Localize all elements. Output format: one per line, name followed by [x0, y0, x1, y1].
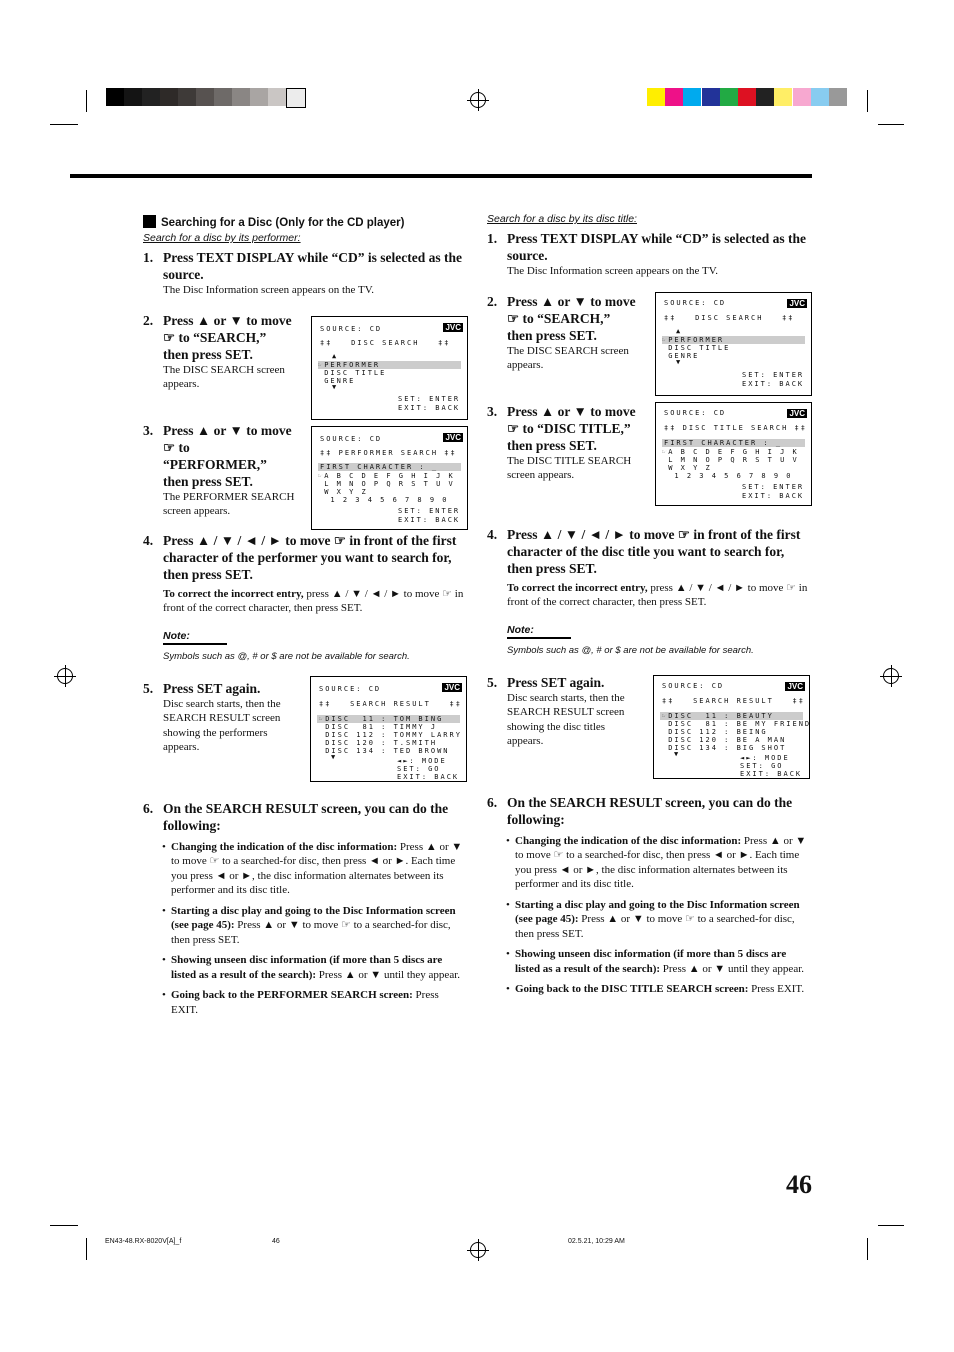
menu-line: ▼ [332, 383, 339, 391]
crop-mark [867, 1238, 868, 1260]
menu-line: GENRE [318, 377, 356, 385]
result-line: DISC 81 : TIMMY J [319, 723, 438, 731]
screen-source: SOURCE: CD [319, 685, 382, 693]
first-character-line: FIRST CHARACTER : _ [320, 463, 439, 471]
step-3: 3. Press ▲ or ▼ to move ☞ to “PERFORMER,” then press SET. [143, 422, 292, 489]
gray-swatch [142, 88, 160, 106]
char-grid-line: 1 2 3 4 5 6 7 8 9 0 [318, 496, 449, 504]
color-swatch [647, 88, 665, 106]
screen-source: SOURCE: CD [662, 682, 725, 690]
note-text: Symbols such as @, # or $ are not be available for search. [507, 644, 754, 656]
header-rule [70, 174, 812, 178]
color-swatch [829, 88, 847, 106]
first-character-line: FIRST CHARACTER : _ [664, 439, 783, 447]
page-number: 46 [786, 1170, 812, 1199]
crop-mark [867, 90, 868, 112]
char-grid-line: ☞A B C D E F G H I J K [662, 448, 799, 456]
step-3-note: The PERFORMER SEARCH screen appears. [163, 490, 295, 517]
screen-heading: ‡‡ DISC TITLE SEARCH ‡‡ [664, 424, 807, 432]
char-grid-line: W X Y Z [318, 488, 368, 496]
performer-subtitle: Search for a disc by its performer: [143, 232, 301, 244]
step-5-note: Disc search starts, then the SEARCH RESULT screen showing the disc titles appears. [507, 691, 625, 747]
bullet-item: • Going back to the DISC TITLE SEARCH screen: Press EXIT. [515, 982, 812, 997]
screen-go: SET: GO [397, 765, 441, 773]
result-line: DISC 134 : BIG SHOT [662, 744, 787, 752]
disc-search-screen [311, 316, 468, 420]
step-5: 5. Press SET again. [143, 680, 261, 696]
char-grid-line: L M N O P Q R S T U V [662, 456, 799, 464]
gray-swatch [214, 88, 232, 106]
screen-back: EXIT: BACK [742, 492, 805, 500]
color-swatch [756, 88, 774, 106]
char-grid-line: 1 2 3 4 5 6 7 8 9 0 [662, 472, 793, 480]
registration-mark [57, 668, 73, 684]
menu-line: DISC TITLE [662, 344, 731, 352]
jvc-logo: JVC [787, 682, 803, 691]
crop-mark [878, 124, 904, 125]
step-5-note: Disc search starts, then the SEARCH RESULT screen showing the performers appears. [163, 697, 281, 753]
screen-back: EXIT: BACK [398, 516, 461, 524]
step-2: 2. Press ▲ or ▼ to move ☞ to “SEARCH,” then press SET. [143, 312, 292, 362]
gray-swatch [286, 88, 306, 108]
char-grid-line: L M N O P Q R S T U V [318, 480, 455, 488]
step-4: 4. Press ▲ / ▼ / ◄ / ► to move ☞ in front of the first character of the disc title you want to search for, then press SET. [487, 526, 801, 576]
menu-line: ☞PERFORMER [662, 336, 725, 344]
footer-date: 02.5.21, 10:29 AM [568, 1238, 625, 1245]
step-1-note: The Disc Information screen appears on the TV. [163, 284, 374, 296]
bullet-item: • Going back to the PERFORMER SEARCH screen: Press EXIT. [171, 988, 468, 1017]
menu-line: ▲ [676, 327, 683, 335]
screen-enter: SET: ENTER [398, 395, 461, 403]
gray-swatch [250, 88, 268, 106]
step-4-note: To correct the incorrect entry, press ▲ / ▼ / ◄ / ► to move ☞ in front of the correct character, then press SET. [163, 587, 464, 614]
menu-line: ☞PERFORMER [318, 361, 381, 369]
crop-mark [86, 1238, 87, 1260]
note-heading: Note: [163, 630, 227, 645]
step-5: 5. Press SET again. [487, 674, 605, 690]
step-4: 4. Press ▲ / ▼ / ◄ / ► to move ☞ in front of the first character of the performer you want to search for, then press SET. [143, 532, 457, 582]
screen-back: EXIT: BACK [397, 773, 460, 781]
step-6: 6. On the SEARCH RESULT screen, you can do the following: [143, 800, 449, 833]
color-swatch [702, 88, 720, 106]
screen-back: EXIT: BACK [398, 404, 461, 412]
screen-mode: ◄►: MODE [397, 757, 447, 765]
disc-search-screen [655, 292, 812, 396]
color-swatch [683, 88, 701, 106]
jvc-logo: JVC [445, 323, 461, 332]
jvc-logo: JVC [445, 433, 461, 442]
screen-heading: ‡‡ DISC SEARCH ‡‡ [664, 314, 795, 322]
step-1-note: The Disc Information screen appears on the TV. [507, 265, 718, 277]
step-2-note: The DISC SEARCH screen appears. [163, 363, 285, 390]
gray-swatch [178, 88, 196, 106]
screen-heading: ‡‡ PERFORMER SEARCH ‡‡ [320, 449, 457, 457]
jvc-logo: JVC [789, 299, 805, 308]
scroll-down-icon: ▼ [331, 753, 338, 761]
registration-mark [883, 668, 899, 684]
color-swatch [811, 88, 829, 106]
color-swatch [720, 88, 738, 106]
gray-swatch [124, 88, 142, 106]
bullet-item: • Changing the indication of the disc information: Press ▲ or ▼ to move ☞ to a searched-for disc, then press ◄ or ►. Each time you press ◄ or ►, the disc information alternates between its performer and its disc title. [171, 840, 468, 898]
step-3: 3. Press ▲ or ▼ to move ☞ to “DISC TITLE,” then press SET. [487, 403, 636, 453]
performer-search-screen [311, 426, 468, 530]
step-2-note: The DISC SEARCH screen appears. [507, 344, 629, 371]
result-line: DISC 134 : TED BROWN [319, 747, 450, 755]
screen-enter: SET: ENTER [742, 371, 805, 379]
bullet-item: • Starting a disc play and going to the Disc Information screen (see page 45): Press ▲ or ▼ to move ☞ to a searched-for disc, then press SET. [515, 898, 812, 942]
step-3-note: The DISC TITLE SEARCH screen appears. [507, 454, 632, 481]
step-2: 2. Press ▲ or ▼ to move ☞ to “SEARCH,” then press SET. [487, 293, 636, 343]
gray-swatch [268, 88, 286, 106]
screen-source: SOURCE: CD [664, 409, 727, 417]
search-result-screen [310, 676, 467, 782]
step-1: 1. Press TEXT DISPLAY while “CD” is selected as the source. [143, 250, 463, 282]
bullet-item: • Changing the indication of the disc information: Press ▲ or ▼ to move ☞ to a searched-for disc, then press ◄ or ►. Each time you press ◄ or ►, the disc information alternates between its performer and its disc title. [515, 834, 812, 892]
section-title: Searching for a Disc (Only for the CD player) [143, 215, 468, 229]
screen-heading: ‡‡ DISC SEARCH ‡‡ [320, 339, 451, 347]
screen-back: EXIT: BACK [740, 770, 803, 778]
menu-line: ▲ [332, 352, 339, 360]
screen-back: EXIT: BACK [742, 380, 805, 388]
step-1: 1. Press TEXT DISPLAY while “CD” is selected as the source. [487, 231, 807, 263]
screen-source: SOURCE: CD [320, 435, 383, 443]
search-result-screen [653, 675, 810, 779]
section-marker-icon [143, 215, 156, 228]
color-swatch [774, 88, 792, 106]
screen-heading: ‡‡ SEARCH RESULT ‡‡ [662, 697, 805, 705]
result-line: DISC 112 : BEING [662, 728, 768, 736]
gray-swatch [160, 88, 178, 106]
footer-file: EN43-48.RX-8020V[A]_f [105, 1238, 182, 1245]
menu-line: GENRE [662, 352, 700, 360]
screen-enter: SET: ENTER [398, 507, 461, 515]
footer-page: 46 [272, 1238, 280, 1245]
menu-line: DISC TITLE [318, 369, 387, 377]
step-4-note: To correct the incorrect entry, press ▲ / ▼ / ◄ / ► to move ☞ in front of the correct character, then press SET. [507, 581, 808, 608]
result-line: DISC 81 : BE MY FRIEND [662, 720, 812, 728]
screen-source: SOURCE: CD [320, 325, 383, 333]
result-line: ☞DISC 11 : TOM BING [319, 715, 444, 723]
gray-swatch [232, 88, 250, 106]
step-6: 6. On the SEARCH RESULT screen, you can do the following: [487, 794, 793, 827]
result-line: DISC 120 : BE A MAN [662, 736, 787, 744]
note-text: Symbols such as @, # or $ are not be available for search. [163, 650, 410, 662]
registration-mark [470, 1242, 486, 1258]
crop-mark [50, 1225, 78, 1226]
result-line: ☞DISC 11 : BEAUTY [662, 712, 774, 720]
jvc-logo: JVC [789, 409, 805, 418]
disc-title-subtitle: Search for a disc by its disc title: [487, 213, 637, 225]
bullet-item: • Showing unseen disc information (if more than 5 discs are listed as a result of the search): Press ▲ or ▼ until they appear. [171, 953, 468, 982]
scroll-down-icon: ▼ [674, 750, 681, 758]
screen-heading: ‡‡ SEARCH RESULT ‡‡ [319, 700, 462, 708]
char-grid-line: ☞A B C D E F G H I J K [318, 472, 455, 480]
result-line: DISC 120 : T.SMITH [319, 739, 438, 747]
screen-mode: ◄►: MODE [740, 754, 790, 762]
result-line: DISC 112 : TOMMY LARRY [319, 731, 462, 739]
disc-title-search-screen [655, 402, 812, 506]
color-swatch [665, 88, 683, 106]
menu-line: ▼ [676, 358, 683, 366]
registration-mark [470, 92, 486, 108]
gray-swatch [196, 88, 214, 106]
crop-mark [86, 90, 87, 112]
bullet-item: • Showing unseen disc information (if more than 5 discs are listed as a result of the search): Press ▲ or ▼ until they appear. [515, 947, 812, 976]
bullet-item: • Starting a disc play and going to the Disc Information screen (see page 45): Press ▲ or ▼ to move ☞ to a searched-for disc, then press SET. [171, 904, 468, 948]
crop-mark [50, 124, 78, 125]
char-grid-line: W X Y Z [662, 464, 712, 472]
screen-go: SET: GO [740, 762, 784, 770]
jvc-logo: JVC [444, 683, 460, 692]
color-swatch [793, 88, 811, 106]
crop-mark [878, 1225, 904, 1226]
screen-source: SOURCE: CD [664, 299, 727, 307]
note-heading: Note: [507, 624, 571, 639]
gray-swatch [106, 88, 124, 106]
screen-enter: SET: ENTER [742, 483, 805, 491]
color-swatch [738, 88, 756, 106]
